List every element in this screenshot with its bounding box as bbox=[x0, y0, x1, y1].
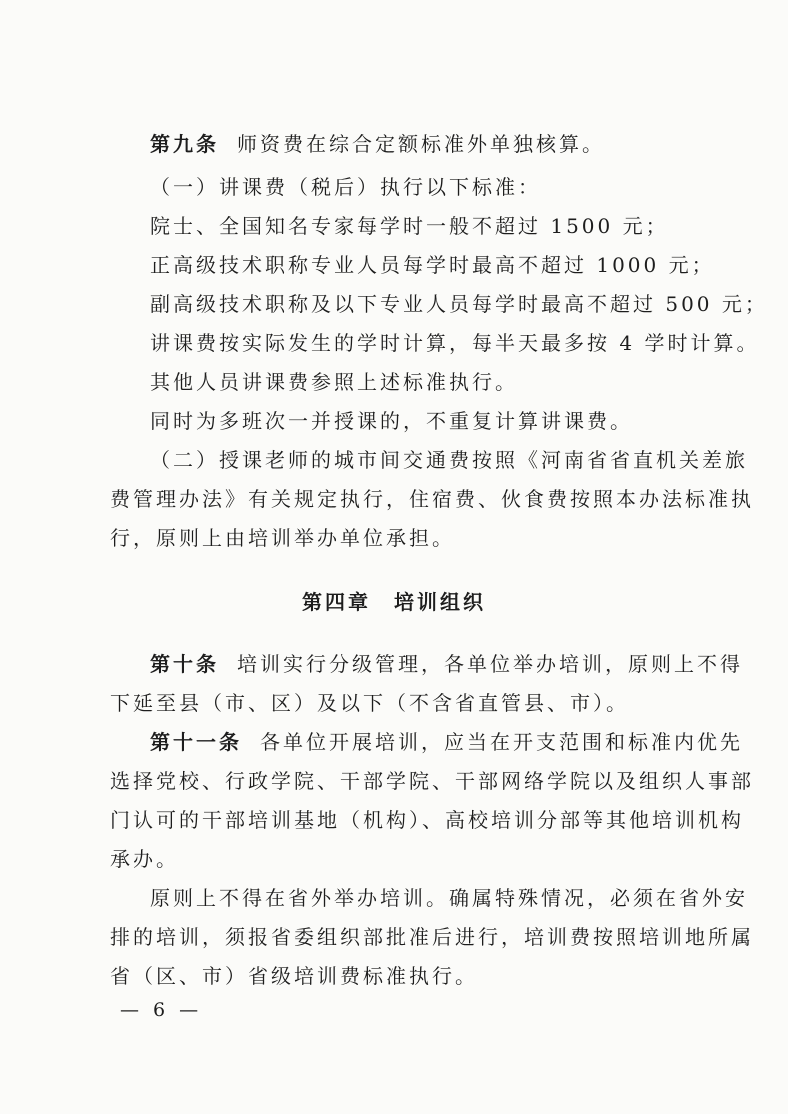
article-11-text: 各单位开展培训，应当在开支范围和标准内优先 bbox=[260, 730, 743, 754]
article-9-item-2-line-1: （二）授课老师的城市间交通费按照《河南省省直机关差旅 bbox=[150, 448, 748, 472]
article-11-para-2-line-1: 原则上不得在省外举办培训。确属特殊情况，必须在省外安 bbox=[150, 886, 748, 910]
lecture-fee-line-6: 同时为多班次一并授课的，不重复计算讲课费。 bbox=[150, 409, 633, 433]
article-9-item-2-line-3: 行，原则上由培训举办单位承担。 bbox=[110, 526, 455, 550]
article-11-line-1 bbox=[150, 728, 743, 756]
lecture-fee-line-3: 副高级技术职称及以下专业人员每学时最高不超过 500 元； bbox=[150, 292, 768, 316]
article-10-line-2: 下延至县（市、区）及以下（不含省直管县、市）。 bbox=[110, 691, 629, 715]
article-9-item-1: （一）讲课费（税后）执行以下标准： bbox=[150, 175, 541, 199]
article-9-text: 师资费在综合定额标准外单独核算。 bbox=[237, 132, 605, 156]
page-number: — 6 — bbox=[120, 999, 203, 1021]
article-10-text: 培训实行分级管理，各单位举办培训，原则上不得 bbox=[237, 652, 743, 676]
lecture-fee-line-5: 其他人员讲课费参照上述标准执行。 bbox=[150, 370, 518, 394]
lecture-fee-line-4: 讲课费按实际发生的学时计算，每半天最多按 4 学时计算。 bbox=[150, 331, 760, 355]
article-9-line bbox=[150, 130, 605, 158]
lecture-fee-line-1: 院士、全国知名专家每学时一般不超过 1500 元； bbox=[150, 214, 669, 238]
article-10-line-1 bbox=[150, 650, 743, 678]
chapter-4-heading: 第四章 培训组织 bbox=[302, 590, 486, 614]
lecture-fee-line-2: 正高级技术职称专业人员每学时最高不超过 1000 元； bbox=[150, 253, 715, 277]
article-9-item-2-line-2: 费管理办法》有关规定执行，住宿费、伙食费按照本办法标准执 bbox=[110, 487, 754, 511]
article-11-line-2: 选择党校、行政学院、干部学院、干部网络学院以及组织人事部 bbox=[110, 769, 754, 793]
article-9-title: 第九条 bbox=[150, 132, 219, 156]
article-11-line-3: 门认可的干部培训基地（机构）、高校培训分部等其他培训机构 bbox=[110, 808, 744, 832]
article-11-line-4: 承办。 bbox=[110, 847, 179, 871]
article-11-para-2-line-3: 省（区、市）省级培训费标准执行。 bbox=[110, 964, 478, 988]
article-11-title: 第十一条 bbox=[150, 730, 242, 754]
article-11-para-2-line-2: 排的培训，须报省委组织部批准后进行，培训费按照培训地所属 bbox=[110, 925, 754, 949]
article-10-title: 第十条 bbox=[150, 652, 219, 676]
